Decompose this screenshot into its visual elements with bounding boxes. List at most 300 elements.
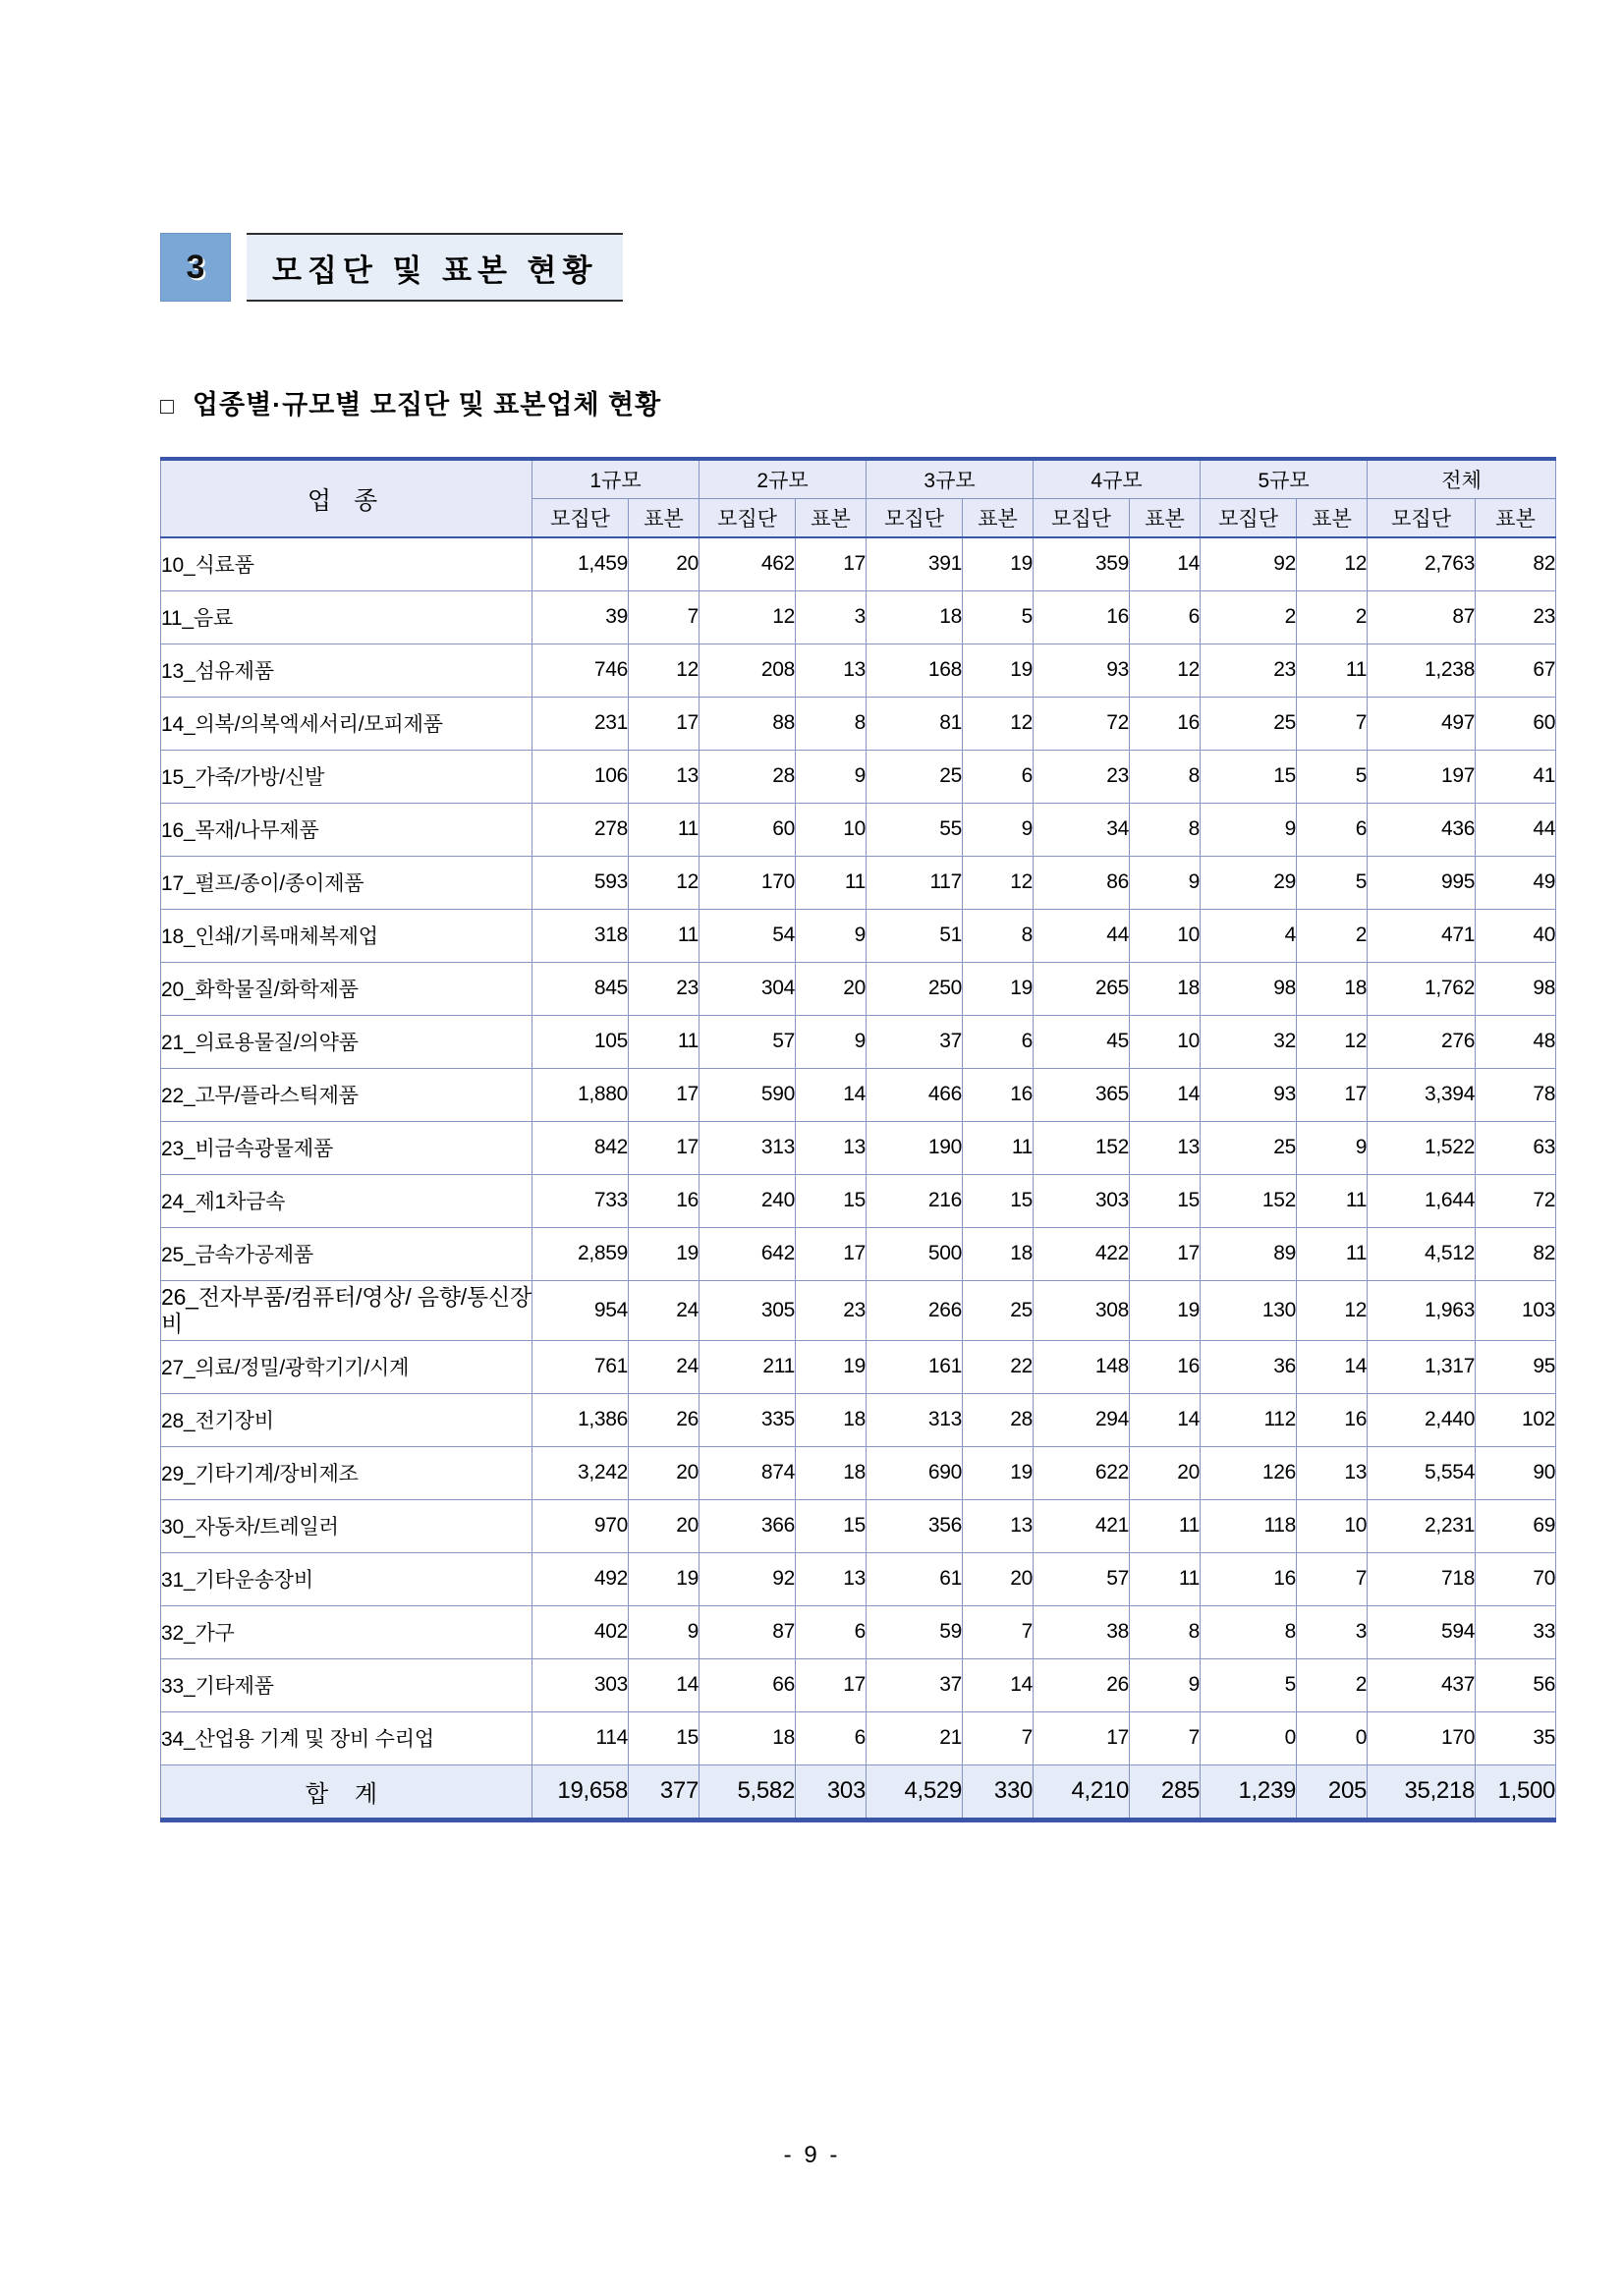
value-cell: 112	[1201, 1393, 1297, 1446]
table-row	[161, 856, 1556, 909]
value-cell: 70	[1476, 1552, 1556, 1605]
value-cell: 25	[1201, 1121, 1297, 1174]
value-cell: 305	[700, 1280, 796, 1340]
value-cell: 593	[532, 856, 629, 909]
value-cell: 1,762	[1368, 962, 1476, 1015]
value-cell: 0	[1297, 1711, 1368, 1764]
total-value-cell: 303	[796, 1764, 867, 1820]
value-cell: 12	[1297, 1280, 1368, 1340]
value-cell: 16	[1201, 1552, 1297, 1605]
value-cell: 152	[1034, 1121, 1130, 1174]
value-cell: 152	[1201, 1174, 1297, 1227]
value-cell: 8	[963, 909, 1034, 962]
table-row	[161, 1340, 1556, 1393]
value-cell: 15	[796, 1174, 867, 1227]
value-cell: 304	[700, 962, 796, 1015]
value-cell: 25	[1201, 697, 1297, 750]
total-value-cell: 4,529	[867, 1764, 963, 1820]
value-cell: 2	[1297, 590, 1368, 644]
value-cell: 5	[1297, 856, 1368, 909]
value-cell: 6	[796, 1605, 867, 1658]
value-cell: 22	[963, 1340, 1034, 1393]
value-cell: 13	[796, 1121, 867, 1174]
table-body	[161, 537, 1556, 1820]
value-cell: 19	[629, 1552, 700, 1605]
table-row	[161, 803, 1556, 856]
industry-name-cell: 15_가죽/가방/신발	[161, 750, 532, 803]
industry-name-cell: 33_기타제품	[161, 1658, 532, 1711]
value-cell: 29	[1201, 856, 1297, 909]
industry-name-cell: 16_목재/나무제품	[161, 803, 532, 856]
value-cell: 12	[1130, 644, 1201, 697]
value-cell: 17	[1297, 1068, 1368, 1121]
value-cell: 20	[796, 962, 867, 1015]
value-cell: 14	[1130, 1393, 1201, 1446]
value-cell: 2,859	[532, 1227, 629, 1280]
value-cell: 35	[1476, 1711, 1556, 1764]
value-cell: 23	[1034, 750, 1130, 803]
industry-name-cell: 30_자동차/트레일러	[161, 1499, 532, 1552]
column-header-sample-total: 표본	[1476, 498, 1556, 537]
column-group-size2: 2규모	[700, 459, 867, 498]
column-header-population-4: 모집단	[1034, 498, 1130, 537]
value-cell: 391	[867, 537, 963, 590]
value-cell: 6	[796, 1711, 867, 1764]
value-cell: 24	[629, 1340, 700, 1393]
table-row	[161, 962, 1556, 1015]
table-row	[161, 1121, 1556, 1174]
value-cell: 28	[700, 750, 796, 803]
table-row	[161, 1552, 1556, 1605]
table-head	[161, 459, 1556, 537]
value-cell: 23	[629, 962, 700, 1015]
value-cell: 38	[1034, 1605, 1130, 1658]
value-cell: 19	[796, 1340, 867, 1393]
value-cell: 20	[1130, 1446, 1201, 1499]
value-cell: 5	[963, 590, 1034, 644]
value-cell: 2,440	[1368, 1393, 1476, 1446]
value-cell: 7	[963, 1711, 1034, 1764]
value-cell: 12	[963, 697, 1034, 750]
value-cell: 1,880	[532, 1068, 629, 1121]
value-cell: 9	[1297, 1121, 1368, 1174]
section-title-box	[247, 233, 623, 302]
value-cell: 761	[532, 1340, 629, 1393]
value-cell: 17	[796, 537, 867, 590]
value-cell: 9	[629, 1605, 700, 1658]
industry-name-cell: 21_의료용물질/의약품	[161, 1015, 532, 1068]
total-value-cell: 1,500	[1476, 1764, 1556, 1820]
value-cell: 462	[700, 537, 796, 590]
value-cell: 168	[867, 644, 963, 697]
value-cell: 102	[1476, 1393, 1556, 1446]
industry-name-cell: 28_전기장비	[161, 1393, 532, 1446]
value-cell: 5	[1297, 750, 1368, 803]
value-cell: 69	[1476, 1499, 1556, 1552]
value-cell: 3,242	[532, 1446, 629, 1499]
value-cell: 15	[1201, 750, 1297, 803]
column-group-size4: 4규모	[1034, 459, 1201, 498]
value-cell: 82	[1476, 1227, 1556, 1280]
table-row	[161, 1393, 1556, 1446]
section-number: 3	[160, 233, 231, 302]
value-cell: 170	[1368, 1711, 1476, 1764]
value-cell: 266	[867, 1280, 963, 1340]
value-cell: 594	[1368, 1605, 1476, 1658]
value-cell: 842	[532, 1121, 629, 1174]
industry-name-cell: 18_인쇄/기록매체복제업	[161, 909, 532, 962]
statistics-table	[160, 457, 1556, 1822]
value-cell: 3	[1297, 1605, 1368, 1658]
value-cell: 170	[700, 856, 796, 909]
column-group-size3: 3규모	[867, 459, 1034, 498]
value-cell: 12	[1297, 1015, 1368, 1068]
industry-name-cell: 31_기타운송장비	[161, 1552, 532, 1605]
value-cell: 1,459	[532, 537, 629, 590]
value-cell: 103	[1476, 1280, 1556, 1340]
value-cell: 13	[1130, 1121, 1201, 1174]
value-cell: 216	[867, 1174, 963, 1227]
value-cell: 19	[1130, 1280, 1201, 1340]
value-cell: 7	[629, 590, 700, 644]
value-cell: 402	[532, 1605, 629, 1658]
column-header-industry: 업 종	[161, 459, 532, 537]
total-value-cell: 5,582	[700, 1764, 796, 1820]
page-footer	[0, 2142, 1624, 2169]
value-cell: 60	[700, 803, 796, 856]
value-cell: 11	[963, 1121, 1034, 1174]
value-cell: 970	[532, 1499, 629, 1552]
column-header-population-3: 모집단	[867, 498, 963, 537]
table-row	[161, 697, 1556, 750]
value-cell: 690	[867, 1446, 963, 1499]
value-cell: 26	[629, 1393, 700, 1446]
value-cell: 14	[796, 1068, 867, 1121]
value-cell: 41	[1476, 750, 1556, 803]
value-cell: 17	[796, 1227, 867, 1280]
value-cell: 63	[1476, 1121, 1556, 1174]
value-cell: 51	[867, 909, 963, 962]
value-cell: 6	[1297, 803, 1368, 856]
value-cell: 16	[1130, 1340, 1201, 1393]
value-cell: 18	[796, 1393, 867, 1446]
value-cell: 2	[1297, 909, 1368, 962]
value-cell: 11	[1297, 1227, 1368, 1280]
value-cell: 7	[1297, 1552, 1368, 1605]
table-row	[161, 909, 1556, 962]
value-cell: 14	[629, 1658, 700, 1711]
value-cell: 19	[629, 1227, 700, 1280]
value-cell: 81	[867, 697, 963, 750]
value-cell: 4	[1201, 909, 1297, 962]
value-cell: 92	[700, 1552, 796, 1605]
value-cell: 19	[963, 1446, 1034, 1499]
value-cell: 11	[629, 803, 700, 856]
column-group-size1: 1규모	[532, 459, 700, 498]
value-cell: 118	[1201, 1499, 1297, 1552]
value-cell: 25	[963, 1280, 1034, 1340]
value-cell: 98	[1476, 962, 1556, 1015]
value-cell: 10	[1130, 909, 1201, 962]
industry-name-cell: 25_금속가공제품	[161, 1227, 532, 1280]
value-cell: 622	[1034, 1446, 1130, 1499]
value-cell: 954	[532, 1280, 629, 1340]
value-cell: 9	[963, 803, 1034, 856]
value-cell: 26	[1034, 1658, 1130, 1711]
column-group-total: 전체	[1368, 459, 1556, 498]
value-cell: 23	[796, 1280, 867, 1340]
value-cell: 365	[1034, 1068, 1130, 1121]
value-cell: 9	[796, 750, 867, 803]
table-row	[161, 1499, 1556, 1552]
value-cell: 13	[796, 1552, 867, 1605]
value-cell: 17	[1034, 1711, 1130, 1764]
value-cell: 72	[1476, 1174, 1556, 1227]
value-cell: 313	[700, 1121, 796, 1174]
value-cell: 14	[1297, 1340, 1368, 1393]
table-row	[161, 1174, 1556, 1227]
value-cell: 15	[963, 1174, 1034, 1227]
value-cell: 117	[867, 856, 963, 909]
industry-name-cell: 26_전자부품/컴퓨터/영상/ 음향/통신장비	[161, 1280, 532, 1340]
industry-name-cell: 11_음료	[161, 590, 532, 644]
value-cell: 13	[963, 1499, 1034, 1552]
value-cell: 45	[1034, 1015, 1130, 1068]
value-cell: 874	[700, 1446, 796, 1499]
value-cell: 16	[1297, 1393, 1368, 1446]
value-cell: 718	[1368, 1552, 1476, 1605]
value-cell: 9	[1130, 856, 1201, 909]
value-cell: 359	[1034, 537, 1130, 590]
value-cell: 7	[963, 1605, 1034, 1658]
value-cell: 335	[700, 1393, 796, 1446]
value-cell: 12	[629, 644, 700, 697]
value-cell: 90	[1476, 1446, 1556, 1499]
value-cell: 303	[532, 1658, 629, 1711]
value-cell: 211	[700, 1340, 796, 1393]
value-cell: 18	[1297, 962, 1368, 1015]
value-cell: 114	[532, 1711, 629, 1764]
value-cell: 197	[1368, 750, 1476, 803]
column-header-sample-2: 표본	[796, 498, 867, 537]
section-title: 모집단 및 표본 현황	[272, 252, 598, 288]
table-row	[161, 1227, 1556, 1280]
value-cell: 37	[867, 1658, 963, 1711]
value-cell: 1,522	[1368, 1121, 1476, 1174]
value-cell: 18	[867, 590, 963, 644]
column-header-population-total: 모집단	[1368, 498, 1476, 537]
column-header-population-5: 모집단	[1201, 498, 1297, 537]
table-row	[161, 750, 1556, 803]
value-cell: 500	[867, 1227, 963, 1280]
value-cell: 436	[1368, 803, 1476, 856]
value-cell: 93	[1201, 1068, 1297, 1121]
value-cell: 13	[796, 644, 867, 697]
value-cell: 34	[1034, 803, 1130, 856]
value-cell: 24	[629, 1280, 700, 1340]
value-cell: 437	[1368, 1658, 1476, 1711]
value-cell: 19	[963, 537, 1034, 590]
value-cell: 19	[963, 644, 1034, 697]
value-cell: 14	[963, 1658, 1034, 1711]
total-value-cell: 205	[1297, 1764, 1368, 1820]
value-cell: 471	[1368, 909, 1476, 962]
value-cell: 466	[867, 1068, 963, 1121]
total-value-cell: 35,218	[1368, 1764, 1476, 1820]
value-cell: 48	[1476, 1015, 1556, 1068]
industry-name-cell: 34_산업용 기계 및 장비 수리업	[161, 1711, 532, 1764]
value-cell: 5,554	[1368, 1446, 1476, 1499]
column-header-population-1: 모집단	[532, 498, 629, 537]
value-cell: 16	[1034, 590, 1130, 644]
value-cell: 8	[1130, 750, 1201, 803]
value-cell: 278	[532, 803, 629, 856]
value-cell: 8	[1201, 1605, 1297, 1658]
value-cell: 308	[1034, 1280, 1130, 1340]
industry-name-cell: 27_의료/정밀/광학기기/시계	[161, 1340, 532, 1393]
value-cell: 12	[700, 590, 796, 644]
section-header	[160, 233, 623, 302]
value-cell: 250	[867, 962, 963, 1015]
total-value-cell: 377	[629, 1764, 700, 1820]
page-number: - 9 -	[783, 2142, 841, 2168]
value-cell: 55	[867, 803, 963, 856]
value-cell: 148	[1034, 1340, 1130, 1393]
value-cell: 20	[629, 1499, 700, 1552]
value-cell: 0	[1201, 1711, 1297, 1764]
value-cell: 492	[532, 1552, 629, 1605]
value-cell: 13	[1297, 1446, 1368, 1499]
value-cell: 12	[963, 856, 1034, 909]
value-cell: 20	[629, 537, 700, 590]
table-row	[161, 1015, 1556, 1068]
value-cell: 87	[1368, 590, 1476, 644]
subtitle-text: 업종별·규모별 모집단 및 표본업체 현황	[192, 390, 662, 420]
value-cell: 40	[1476, 909, 1556, 962]
value-cell: 33	[1476, 1605, 1556, 1658]
value-cell: 20	[963, 1552, 1034, 1605]
value-cell: 294	[1034, 1393, 1130, 1446]
value-cell: 18	[700, 1711, 796, 1764]
value-cell: 11	[1297, 1174, 1368, 1227]
value-cell: 2,763	[1368, 537, 1476, 590]
value-cell: 61	[867, 1552, 963, 1605]
value-cell: 126	[1201, 1446, 1297, 1499]
value-cell: 18	[1130, 962, 1201, 1015]
value-cell: 9	[796, 909, 867, 962]
industry-name-cell: 24_제1차금속	[161, 1174, 532, 1227]
column-header-sample-3: 표본	[963, 498, 1034, 537]
value-cell: 9	[796, 1015, 867, 1068]
value-cell: 106	[532, 750, 629, 803]
industry-name-cell: 23_비금속광물제품	[161, 1121, 532, 1174]
value-cell: 10	[1297, 1499, 1368, 1552]
column-header-sample-5: 표본	[1297, 498, 1368, 537]
value-cell: 44	[1034, 909, 1130, 962]
value-cell: 733	[532, 1174, 629, 1227]
value-cell: 8	[796, 697, 867, 750]
value-cell: 16	[1130, 697, 1201, 750]
value-cell: 18	[963, 1227, 1034, 1280]
value-cell: 3,394	[1368, 1068, 1476, 1121]
value-cell: 88	[700, 697, 796, 750]
value-cell: 1,317	[1368, 1340, 1476, 1393]
total-value-cell: 19,658	[532, 1764, 629, 1820]
value-cell: 72	[1034, 697, 1130, 750]
total-value-cell: 285	[1130, 1764, 1201, 1820]
value-cell: 6	[963, 1015, 1034, 1068]
value-cell: 15	[629, 1711, 700, 1764]
value-cell: 37	[867, 1015, 963, 1068]
value-cell: 995	[1368, 856, 1476, 909]
value-cell: 11	[1130, 1552, 1201, 1605]
value-cell: 130	[1201, 1280, 1297, 1340]
value-cell: 60	[1476, 697, 1556, 750]
value-cell: 208	[700, 644, 796, 697]
value-cell: 497	[1368, 697, 1476, 750]
value-cell: 23	[1476, 590, 1556, 644]
value-cell: 20	[629, 1446, 700, 1499]
value-cell: 105	[532, 1015, 629, 1068]
value-cell: 231	[532, 697, 629, 750]
value-cell: 303	[1034, 1174, 1130, 1227]
column-group-size5: 5규모	[1201, 459, 1368, 498]
column-header-population-2: 모집단	[700, 498, 796, 537]
bullet-square-icon: □	[160, 393, 175, 419]
table-row	[161, 644, 1556, 697]
value-cell: 590	[700, 1068, 796, 1121]
value-cell: 4,512	[1368, 1227, 1476, 1280]
value-cell: 366	[700, 1499, 796, 1552]
value-cell: 15	[796, 1499, 867, 1552]
industry-name-cell: 20_화학물질/화학제품	[161, 962, 532, 1015]
total-label-cell: 합 계	[161, 1764, 532, 1820]
value-cell: 10	[1130, 1015, 1201, 1068]
value-cell: 9	[1130, 1658, 1201, 1711]
value-cell: 5	[1201, 1658, 1297, 1711]
value-cell: 318	[532, 909, 629, 962]
value-cell: 11	[1130, 1499, 1201, 1552]
industry-name-cell: 32_가구	[161, 1605, 532, 1658]
value-cell: 23	[1201, 644, 1297, 697]
value-cell: 92	[1201, 537, 1297, 590]
value-cell: 57	[700, 1015, 796, 1068]
value-cell: 44	[1476, 803, 1556, 856]
value-cell: 2	[1297, 1658, 1368, 1711]
value-cell: 39	[532, 590, 629, 644]
table-row	[161, 1068, 1556, 1121]
value-cell: 16	[629, 1174, 700, 1227]
value-cell: 36	[1201, 1340, 1297, 1393]
value-cell: 86	[1034, 856, 1130, 909]
table-row	[161, 1658, 1556, 1711]
total-value-cell: 1,239	[1201, 1764, 1297, 1820]
value-cell: 161	[867, 1340, 963, 1393]
value-cell: 56	[1476, 1658, 1556, 1711]
value-cell: 95	[1476, 1340, 1556, 1393]
value-cell: 93	[1034, 644, 1130, 697]
value-cell: 421	[1034, 1499, 1130, 1552]
value-cell: 1,238	[1368, 644, 1476, 697]
value-cell: 10	[796, 803, 867, 856]
subtitle-line	[160, 383, 661, 421]
value-cell: 276	[1368, 1015, 1476, 1068]
value-cell: 7	[1297, 697, 1368, 750]
value-cell: 8	[1130, 1605, 1201, 1658]
value-cell: 49	[1476, 856, 1556, 909]
value-cell: 66	[700, 1658, 796, 1711]
value-cell: 32	[1201, 1015, 1297, 1068]
